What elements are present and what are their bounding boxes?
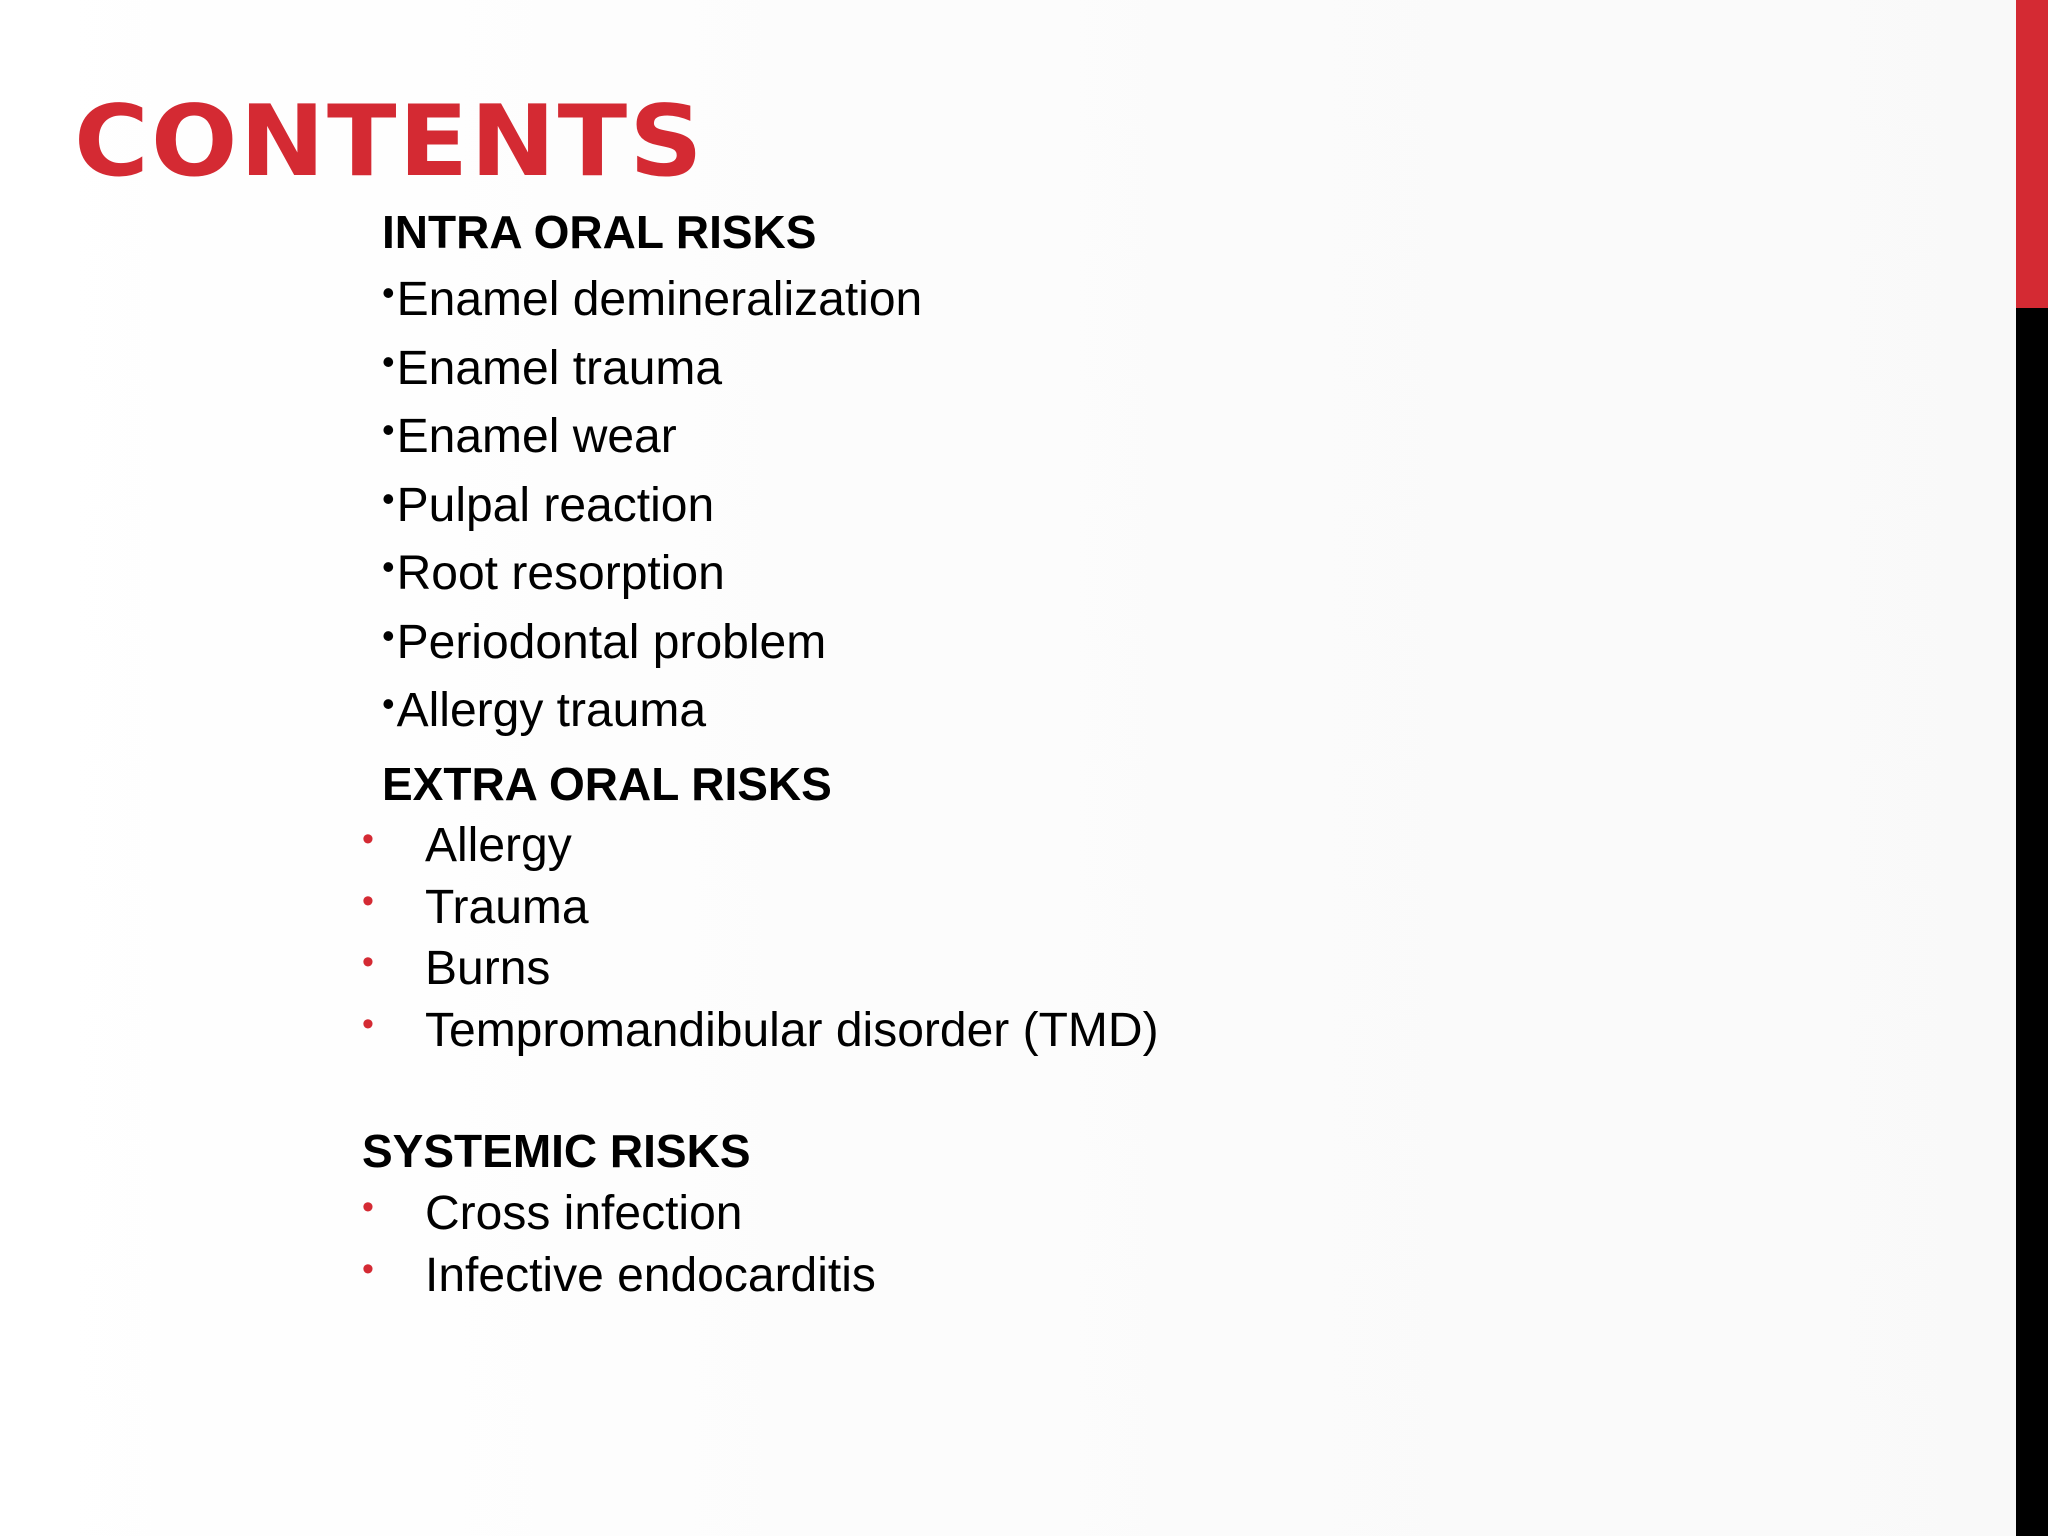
list-item-text: Pulpal reaction	[396, 478, 715, 532]
list-item	[382, 468, 922, 537]
list-item	[382, 673, 922, 742]
list-item	[382, 399, 922, 468]
bullet-icon: •	[382, 272, 395, 313]
list-item	[362, 1245, 876, 1307]
bullet-icon: •	[382, 477, 395, 519]
bullet-icon: •	[382, 409, 395, 450]
list-item-text: Enamel trauma	[396, 341, 723, 395]
bullet-icon: •	[382, 614, 395, 656]
list-item-text: Tempromandibular disorder (TMD)	[425, 1003, 1159, 1057]
list-item-text: Cross infection	[425, 1187, 743, 1240]
list-item	[382, 262, 922, 331]
extra-oral-list	[362, 815, 1159, 1061]
systemic-heading: SYSTEMIC RISKS	[362, 1125, 751, 1177]
list-item	[382, 536, 922, 605]
list-item	[362, 815, 1159, 877]
bullet-icon: •	[382, 340, 395, 382]
list-item-text: Allergy trauma	[396, 684, 707, 737]
list-item-text: Periodontal problem	[396, 615, 827, 669]
list-item-text: Enamel wear	[396, 410, 677, 463]
list-item	[362, 938, 1159, 1000]
intra-oral-heading: INTRA ORAL RISKS	[382, 206, 817, 258]
list-item	[362, 877, 1159, 939]
extra-oral-heading: EXTRA ORAL RISKS	[382, 758, 832, 810]
bullet-icon: •	[362, 881, 374, 920]
systemic-list	[362, 1183, 876, 1306]
intra-oral-list	[382, 262, 922, 742]
bullet-icon: •	[362, 1188, 374, 1226]
list-item-text: Allergy	[425, 819, 572, 872]
slide-title: CONTENTS	[74, 85, 705, 199]
accent-bar-red	[2016, 0, 2048, 308]
list-item-text: Trauma	[425, 880, 589, 934]
bullet-icon: •	[362, 943, 374, 981]
bullet-icon: •	[382, 683, 395, 724]
bullet-icon: •	[362, 1249, 374, 1288]
list-item	[362, 1000, 1159, 1062]
list-item-text: Burns	[425, 942, 551, 995]
list-item	[362, 1183, 876, 1245]
list-item	[382, 605, 922, 674]
bullet-icon: •	[362, 820, 374, 858]
list-item-text: Root resorption	[396, 547, 725, 600]
accent-bar-black	[2016, 308, 2048, 1536]
list-item-text: Infective endocarditis	[425, 1248, 876, 1302]
list-item	[382, 331, 922, 400]
bullet-icon: •	[382, 546, 395, 587]
list-item-text: Enamel demineralization	[396, 273, 923, 326]
bullet-icon: •	[362, 1004, 374, 1043]
